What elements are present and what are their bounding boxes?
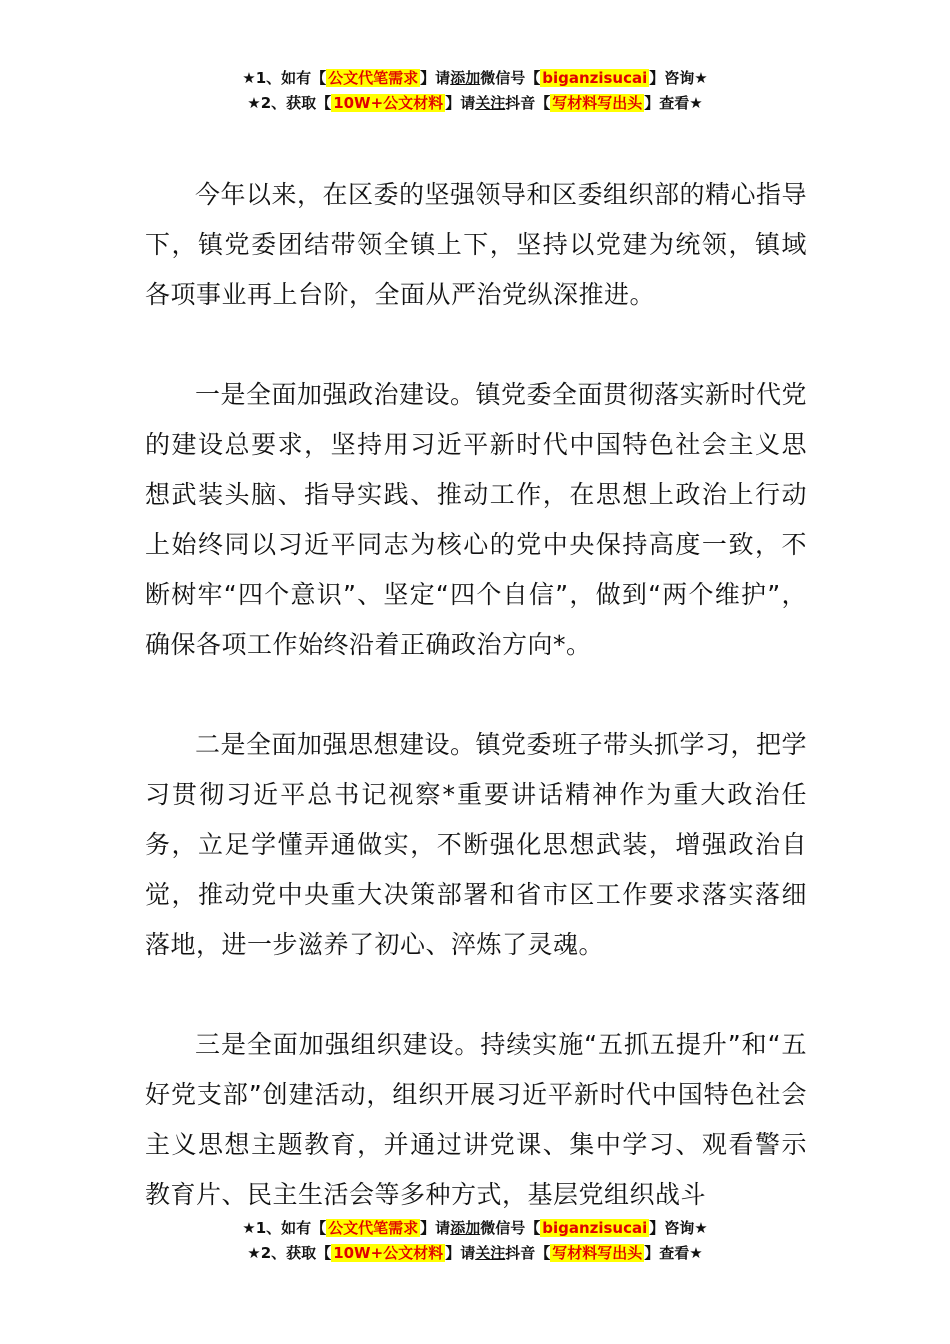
banner-text: 】查看★ bbox=[644, 1244, 703, 1262]
banner-text: 抖音【 bbox=[505, 94, 551, 112]
banner-text: ★2、获取【 bbox=[247, 94, 332, 112]
banner-highlight: 10W+公文材料 bbox=[333, 94, 444, 112]
paragraph-political: 一是全面加强政治建设。镇党委全面贯彻落实新时代党的建设总要求，坚持用习近平新时代中国特色社会主义思想武装头脑、指导实践、推动工作，在思想上政治上行动上始终同以习近平同志为核心的党中央保持高度一致，不断树牢“四个意识”、坚定“四个自信”，做到“两个维护”，确保各项工作始终沿着正确政治方向*。 bbox=[145, 380, 808, 659]
paragraph-organizational: 三是全面加强组织建设。持续实施“五抓五提升”和“五好党支部”创建活动，组织开展习近平新时代中国特色社会主义思想主题教育，并通过讲党课、集中学习、观看警示教育片、民主生活会等多种方式，基层党组织战斗 bbox=[145, 1030, 807, 1209]
banner-text: 抖音【 bbox=[505, 1244, 551, 1262]
banner-underlined: 添加 bbox=[450, 69, 481, 87]
banner-text: 】请 bbox=[445, 94, 476, 112]
banner-underlined: 关注 bbox=[475, 94, 506, 112]
banner-text: 】请 bbox=[445, 1244, 476, 1262]
banner-underlined: 添加 bbox=[450, 1219, 481, 1237]
banner-line-2 bbox=[0, 1241, 950, 1266]
banner-highlight: 写材料写出头 bbox=[552, 94, 643, 112]
banner-highlight: 10W+公文材料 bbox=[333, 1244, 444, 1262]
banner-line-2 bbox=[0, 91, 950, 116]
paragraph-intro: 今年以来，在区委的坚强领导和区委组织部的精心指导下，镇党委团结带领全镇上下，坚持以党建为统领，镇域各项事业再上台阶，全面从严治党纵深推进。 bbox=[145, 180, 808, 309]
banner-text: 】请 bbox=[420, 1219, 451, 1237]
banner-line-1 bbox=[0, 66, 950, 91]
footer-banner bbox=[0, 1216, 950, 1266]
paragraph-ideological: 二是全面加强思想建设。镇党委班子带头抓学习，把学习贯彻习近平总书记视察*重要讲话精神作为重大政治任务，立足学懂弄通做实，不断强化思想武装，增强政治自觉，推动党中央重大决策部署和省市区工作要求落实落细落地，进一步滋养了初心、淬炼了灵魂。 bbox=[145, 730, 808, 959]
header-banner bbox=[0, 66, 950, 116]
banner-highlight: 公文代笔需求 bbox=[328, 1219, 419, 1237]
document-body bbox=[145, 170, 807, 1220]
banner-text: ★1、如有【 bbox=[242, 69, 327, 87]
banner-text: 】请 bbox=[420, 69, 451, 87]
banner-text: ★2、获取【 bbox=[247, 1244, 332, 1262]
banner-line-1 bbox=[0, 1216, 950, 1241]
banner-highlight: 公文代笔需求 bbox=[328, 69, 419, 87]
banner-text: 微信号【 bbox=[480, 69, 541, 87]
banner-text: 】咨询★ bbox=[649, 1219, 708, 1237]
banner-text: 】查看★ bbox=[644, 94, 703, 112]
banner-text: ★1、如有【 bbox=[242, 1219, 327, 1237]
banner-highlight: 写材料写出头 bbox=[552, 1244, 643, 1262]
banner-text: 】咨询★ bbox=[649, 69, 708, 87]
banner-underlined: 关注 bbox=[475, 1244, 506, 1262]
banner-highlight: biganzisucai bbox=[542, 69, 648, 87]
banner-highlight: biganzisucai bbox=[542, 1219, 648, 1237]
banner-text: 微信号【 bbox=[480, 1219, 541, 1237]
